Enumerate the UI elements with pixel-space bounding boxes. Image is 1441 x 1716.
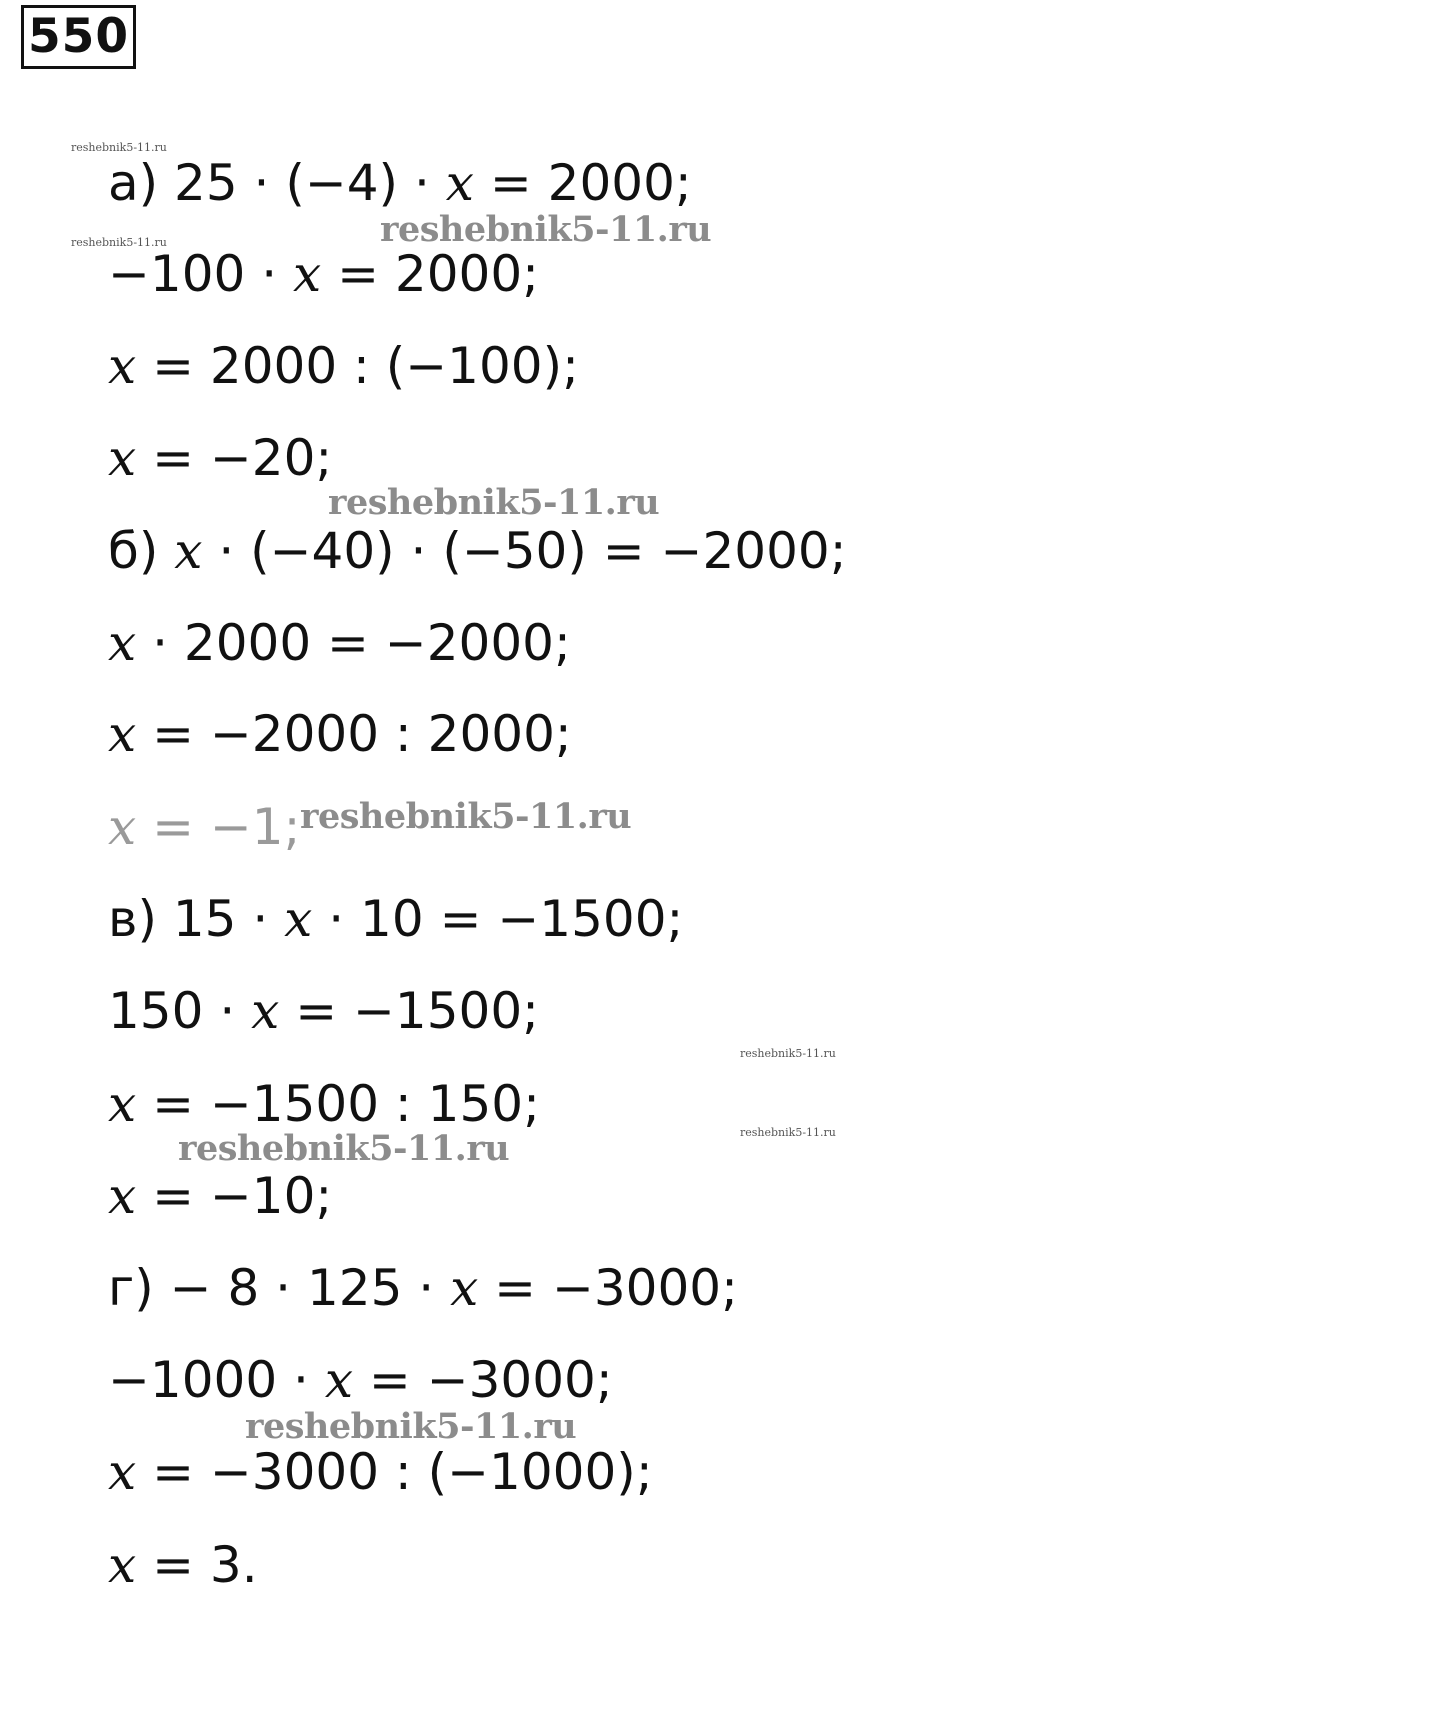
line-suffix: = −3000 : (−1000); xyxy=(136,1443,653,1501)
watermark-large: reshebnik5-11.ru xyxy=(178,1128,510,1169)
variable-x: x xyxy=(108,429,137,487)
watermark-large: reshebnik5-11.ru xyxy=(380,209,712,250)
variable-x: x xyxy=(293,245,322,303)
line-suffix: = 2000; xyxy=(321,245,539,303)
solution-line-b-1 xyxy=(108,521,847,581)
line-prefix: в) 15 · xyxy=(108,890,285,948)
watermark-large: reshebnik5-11.ru xyxy=(300,796,632,837)
line-suffix: = −2000 : 2000; xyxy=(136,705,572,763)
solution-line-v-4 xyxy=(108,1166,332,1226)
variable-x: x xyxy=(108,705,137,763)
line-prefix: б) xyxy=(108,522,175,580)
variable-x: x xyxy=(108,1167,137,1225)
solution-line-g-3 xyxy=(108,1442,653,1502)
variable-x: x xyxy=(445,154,474,212)
line-suffix: · 2000 = −2000; xyxy=(136,614,571,672)
variable-x: x xyxy=(108,614,137,672)
line-prefix: 150 · xyxy=(108,982,252,1040)
solution-line-v-3 xyxy=(108,1074,540,1134)
line-suffix: = −1500; xyxy=(279,982,539,1040)
watermark-small: reshebnik5-11.ru xyxy=(71,141,167,154)
line-prefix: −100 · xyxy=(108,245,294,303)
line-prefix: −1000 · xyxy=(108,1351,325,1409)
variable-x: x xyxy=(108,1536,137,1594)
variable-x: x xyxy=(108,337,137,395)
solution-line-v-2 xyxy=(108,981,539,1041)
task-number-box: 550 xyxy=(21,5,136,69)
variable-x: x xyxy=(108,798,137,856)
variable-x: x xyxy=(450,1259,479,1317)
solution-line-v-1 xyxy=(108,889,683,949)
variable-x: x xyxy=(284,890,313,948)
variable-x: x xyxy=(108,1443,137,1501)
line-suffix: = −3000; xyxy=(353,1351,613,1409)
solution-line-a-3 xyxy=(108,336,579,396)
solution-line-b-4 xyxy=(108,797,300,857)
variable-x: x xyxy=(108,1075,137,1133)
line-suffix: = 3. xyxy=(136,1536,258,1594)
line-suffix: = 2000 : (−100); xyxy=(136,337,579,395)
solution-line-b-3 xyxy=(108,704,572,764)
line-suffix: = −3000; xyxy=(478,1259,738,1317)
solution-line-a-1 xyxy=(108,153,692,213)
solution-line-g-2 xyxy=(108,1350,613,1410)
watermark-large: reshebnik5-11.ru xyxy=(328,482,660,523)
variable-x: x xyxy=(174,522,203,580)
solution-line-a-2 xyxy=(108,244,539,304)
line-suffix: = −1; xyxy=(136,798,301,856)
watermark-small: reshebnik5-11.ru xyxy=(740,1126,836,1139)
solution-line-g-4 xyxy=(108,1535,258,1595)
solution-line-b-2 xyxy=(108,613,571,673)
watermark-small: reshebnik5-11.ru xyxy=(740,1047,836,1060)
line-suffix: = −10; xyxy=(136,1167,333,1225)
line-prefix: а) 25 · (−4) · xyxy=(108,154,446,212)
line-prefix: г) − 8 · 125 · xyxy=(108,1259,451,1317)
variable-x: x xyxy=(324,1351,354,1409)
watermark-small: reshebnik5-11.ru xyxy=(71,236,167,249)
line-suffix: = −1500 : 150; xyxy=(136,1075,540,1133)
variable-x: x xyxy=(251,982,280,1040)
line-suffix: = −20; xyxy=(136,429,333,487)
solution-line-a-4 xyxy=(108,428,332,488)
watermark-large: reshebnik5-11.ru xyxy=(245,1406,577,1447)
solution-line-g-1 xyxy=(108,1258,738,1318)
line-suffix: · 10 = −1500; xyxy=(312,890,684,948)
line-suffix: · (−40) · (−50) = −2000; xyxy=(202,522,847,580)
line-suffix: = 2000; xyxy=(473,154,692,212)
